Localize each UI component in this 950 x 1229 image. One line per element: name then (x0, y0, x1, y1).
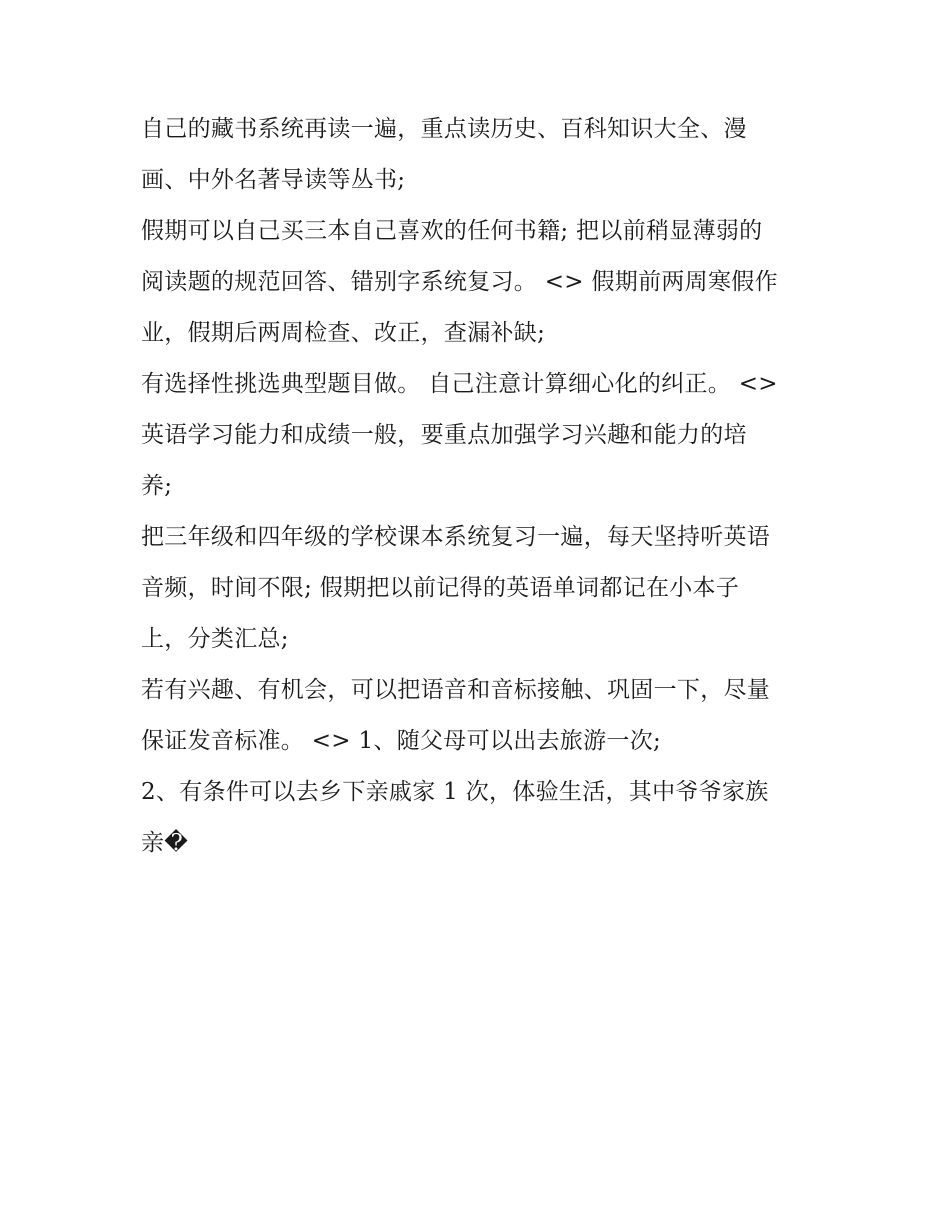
text-line-8: 养; (141, 473, 173, 499)
text-line-10: 音频，时间不限; 假期把以前记得的英语单词都记在小本子 (141, 575, 740, 601)
text-line-15: 亲� (141, 830, 189, 856)
text-line-4: 阅读题的规范回答、错别字系统复习。 <> 假期前两周寒假作 (141, 269, 778, 295)
text-line-13: 保证发音标准。 <> 1、随父母可以出去旅游一次; (141, 728, 662, 754)
text-line-7: 英语学习能力和成绩一般，要重点加强学习兴趣和能力的培 (141, 422, 747, 448)
text-line-6: 有选择性挑选典型题目做。 自己注意计算细心化的纠正。 <> (141, 371, 778, 397)
text-line-14: 2、有条件可以去乡下亲戚家 1 次，体验生活，其中爷爷家族 (141, 779, 769, 805)
text-line-2: 画、中外名著导读等丛书; (141, 167, 406, 193)
text-line-3: 假期可以自己买三本自己喜欢的任何书籍; 把以前稍显薄弱的 (141, 218, 763, 244)
text-line-9: 把三年级和四年级的学校课本系统复习一遍，每天坚持听英语 (141, 524, 771, 550)
document-body (141, 104, 821, 869)
text-line-1: 自己的藏书系统再读一遍，重点读历史、百科知识大全、漫 (141, 116, 747, 142)
text-line-11: 上，分类汇总; (141, 626, 289, 652)
text-line-12: 若有兴趣、有机会，可以把语音和音标接触、巩固一下，尽量 (141, 677, 771, 703)
text-line-5: 业，假期后两周检查、改正，查漏补缺; (141, 320, 546, 346)
